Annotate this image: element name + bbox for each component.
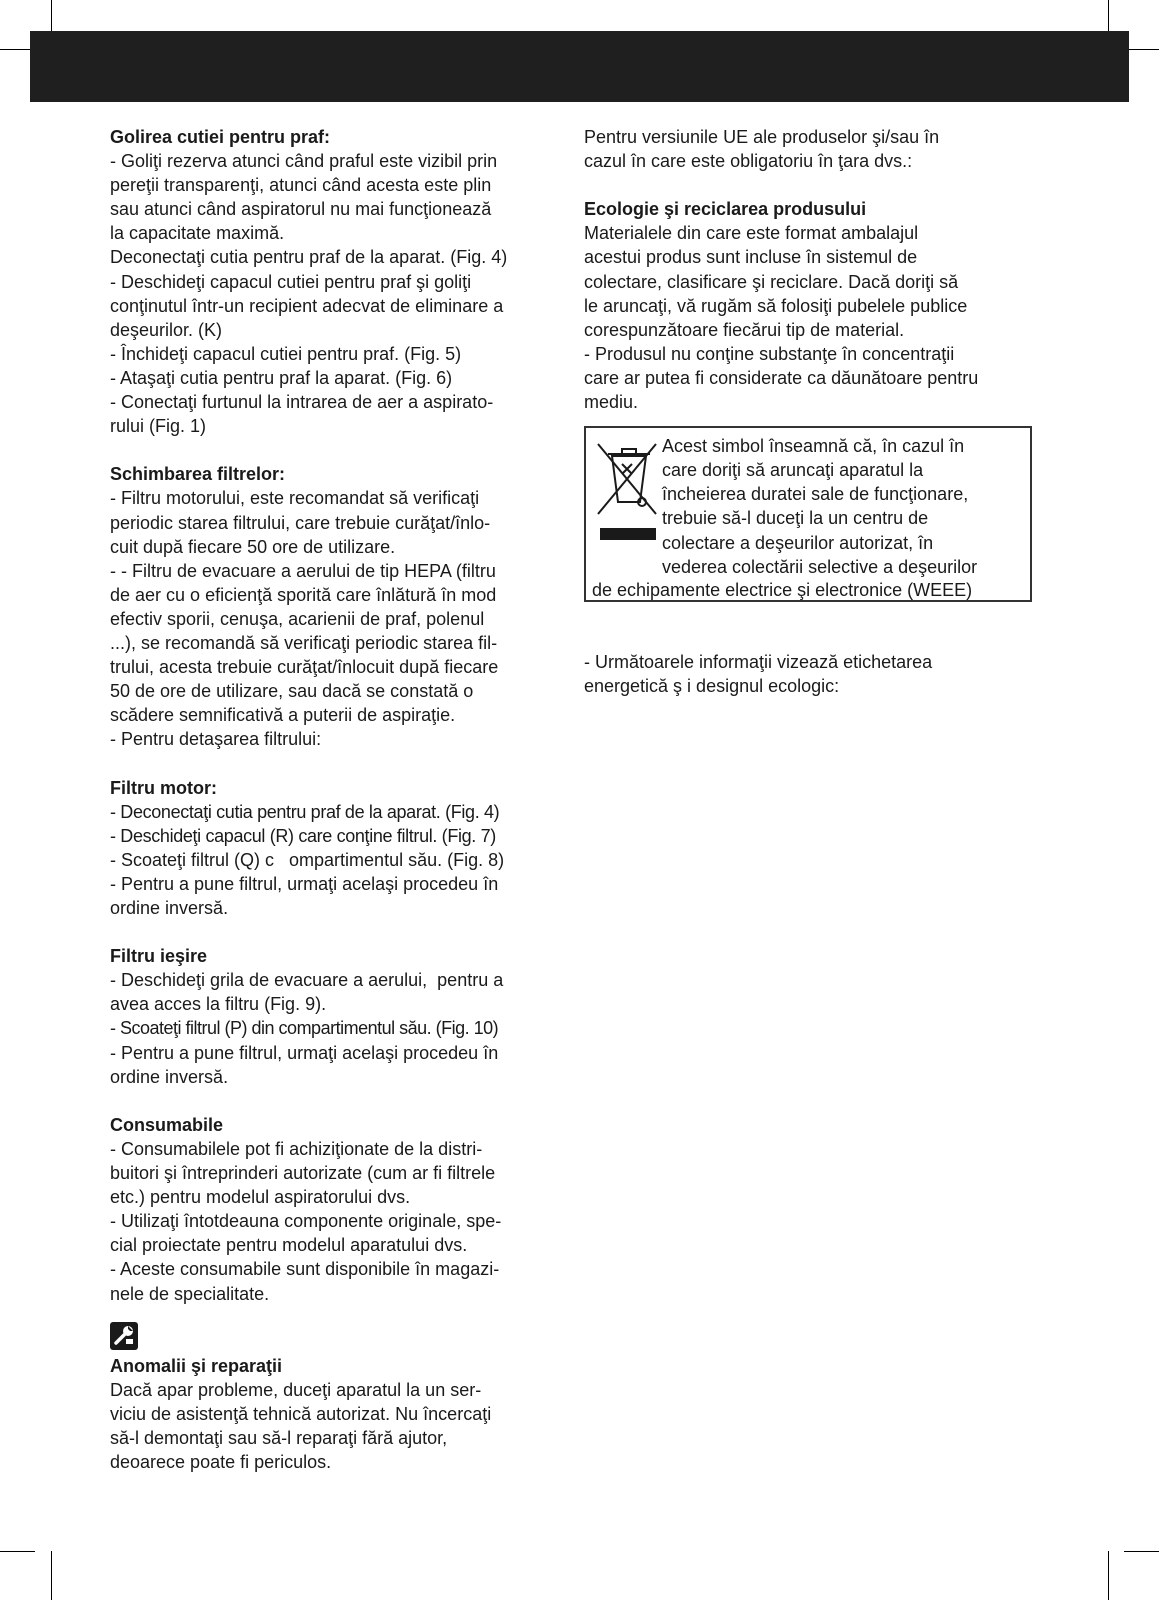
- crop-mark: [1124, 1551, 1159, 1552]
- section-heading: Schimbarea filtrelor:: [110, 464, 286, 485]
- text-line: cazul în care este obligatoriu în ţara dvs.:: [584, 151, 913, 172]
- text-line: - Goliţi rezerva atunci când praful este vizibil prin: [110, 151, 498, 172]
- text-line: de echipamente electrice şi electronice (WEEE): [592, 580, 973, 601]
- text-line: încheierea duratei sale de funcţionare,: [662, 484, 969, 505]
- text-line: - Deschideţi grila de evacuare a aerului, pentru a: [110, 970, 504, 991]
- section-heading: Ecologie şi reciclarea produsului: [584, 199, 867, 220]
- text-line: corespunzătoare fiecărui tip de material.: [584, 319, 905, 340]
- weee-text: [662, 434, 1026, 579]
- text-line: Deconectaţi cutia pentru praf de la aparat. (Fig. 4): [110, 247, 508, 268]
- text-line: să-l demontaţi sau să-l reparaţi fără ajutor,: [110, 1427, 448, 1448]
- text-line: deoarece poate fi periculos.: [110, 1451, 332, 1472]
- text-line: - Următoarele informaţii vizează etichetarea: [584, 652, 933, 673]
- text-line: avea acces la filtru (Fig. 9).: [110, 994, 327, 1015]
- text-line: rului (Fig. 1): [110, 416, 207, 437]
- section-body: [110, 486, 555, 751]
- text-line: - Pentru detaşarea filtrului:: [110, 729, 322, 750]
- section-heading: Filtru motor:: [110, 777, 217, 798]
- section-heading: Consumabile: [110, 1114, 224, 1135]
- text-line: efectiv sporii, cenuşa, acarienii de praf, polenul: [110, 608, 485, 629]
- text-line: de aer cu o eficienţă sporită care înlătură în mod: [110, 584, 497, 605]
- section-heading: Anomalii şi reparaţii: [110, 1355, 283, 1376]
- text-line: colectare, clasificare şi reciclare. Dacă doriţi să: [584, 271, 959, 292]
- section-body: [110, 968, 555, 1088]
- text-line: periodic starea filtrului, care trebuie curăţat/înlo-: [110, 512, 491, 533]
- text-line: cial proiectate pentru modelul aparatului dvs.: [110, 1235, 468, 1256]
- right-column: [584, 125, 1034, 698]
- text-line: scădere semnificativă a puterii de aspiraţie.: [110, 705, 456, 726]
- section-heading: Filtru ieşire: [110, 946, 208, 967]
- text-line: trebuie să-l duceţi la un centru de: [662, 508, 929, 529]
- text-line: etc.) pentru modelul aspiratorului dvs.: [110, 1187, 411, 1208]
- text-line: trului, acesta trebuie curăţat/înlocuit după fiecare: [110, 657, 499, 678]
- text-line: - Conectaţi furtunul la intrarea de aer a aspirato-: [110, 392, 494, 413]
- text-line: - Deschideţi capacul (R) care conţine filtrul. (Fig. 7): [110, 825, 496, 846]
- crop-mark: [51, 1551, 52, 1600]
- text-line: - Consumabilele pot fi achiziţionate de la distri-: [110, 1138, 483, 1159]
- text-line: ...), se recomandă să verificaţi periodic starea fil-: [110, 632, 498, 653]
- crop-mark: [0, 1551, 35, 1552]
- crop-mark: [1108, 1551, 1109, 1600]
- text-line: Acest simbol înseamnă că, în cazul în: [662, 436, 965, 457]
- section-body: [110, 800, 555, 920]
- left-column: [110, 125, 555, 1474]
- wrench-icon: [110, 1322, 138, 1350]
- text-line: ordine inversă.: [110, 898, 229, 918]
- text-line: - Scoateţi filtrul (P) din compartimentul său. (Fig. 10): [110, 1018, 499, 1039]
- text-line: colectare a deşeurilor autorizat, în: [662, 532, 934, 553]
- text-line: mediu.: [584, 392, 639, 413]
- text-line: - Aceste consumabile sunt disponibile în magazi-: [110, 1259, 500, 1280]
- text-line: energetică ş i designul ecologic:: [584, 676, 840, 697]
- text-line: 50 de ore de utilizare, sau dacă se constată o: [110, 681, 474, 702]
- text-line: - Deconectaţi cutia pentru praf de la aparat. (Fig. 4): [110, 801, 500, 822]
- text-line: acestui produs sunt incluse în sistemul de: [584, 247, 918, 268]
- text-line: ordine inversă.: [110, 1066, 229, 1087]
- text-line: conţinutul într-un recipient adecvat de eliminare a: [110, 295, 504, 316]
- text-line: pereţii transparenţi, atunci când acesta este plin: [110, 175, 492, 196]
- section-body: [110, 1137, 555, 1306]
- text-line: le aruncaţi, vă rugăm să folosiţi pubelele publice: [584, 295, 968, 316]
- intro-text: [584, 125, 1034, 173]
- text-line: - Pentru a pune filtrul, urmaţi acelaşi procedeu în: [110, 1042, 499, 1063]
- text-line: - Ataşaţi cutia pentru praf la aparat. (Fig. 6): [110, 367, 453, 388]
- text-line: - Scoateţi filtrul (Q) c ompartimentul său. (Fig. 8): [110, 849, 505, 870]
- header-bar: [30, 31, 1129, 102]
- energy-label-text: [584, 650, 1034, 698]
- crossed-out-bin-icon: [592, 434, 662, 544]
- text-line: nele de specialitate.: [110, 1283, 270, 1304]
- text-line: deşeurilor. (K): [110, 319, 223, 340]
- text-line: - Produsul nu conţine substanţe în concentraţii: [584, 343, 955, 364]
- text-line: Pentru versiunile UE ale produselor şi/sau în: [584, 127, 940, 147]
- text-line: - Deschideţi capacul cutiei pentru praf şi goliţi: [110, 271, 472, 292]
- text-line: - Închideţi capacul cutiei pentru praf. (Fig. 5): [110, 343, 462, 364]
- section-body: [110, 1378, 555, 1474]
- text-line: Dacă apar probleme, duceţi aparatul la un ser-: [110, 1379, 482, 1400]
- text-line: - Utilizaţi întotdeauna componente originale, spe-: [110, 1211, 502, 1232]
- weee-notice-box: [584, 426, 1032, 602]
- text-line: cuit după fiecare 50 ore de utilizare.: [110, 536, 396, 557]
- text-line: vederea colectării selective a deşeurilor: [662, 556, 978, 577]
- crop-mark: [1124, 49, 1159, 50]
- text-line: - Filtru motorului, este recomandat să verificaţi: [110, 488, 480, 509]
- text-line: viciu de asistenţă tehnică autorizat. Nu încercaţi: [110, 1403, 492, 1424]
- text-line: la capacitate maximă.: [110, 223, 285, 244]
- text-line: care doriţi să aruncaţi aparatul la: [662, 460, 924, 481]
- section-body: [584, 221, 1034, 414]
- section-body: [110, 149, 555, 438]
- text-line: buitori şi întreprinderi autorizate (cum ar fi filtrele: [110, 1163, 496, 1184]
- text-line: Materialele din care este format ambalajul: [584, 223, 919, 244]
- text-line: care ar putea fi considerate ca dăunătoare pentru: [584, 367, 979, 388]
- text-line: - - Filtru de evacuare a aerului de tip HEPA (filtru: [110, 560, 496, 581]
- section-heading: Golirea cutiei pentru praf:: [110, 127, 331, 147]
- text-line: - Pentru a pune filtrul, urmaţi acelaşi procedeu în: [110, 873, 499, 894]
- text-line: sau atunci când aspiratorul nu mai funcţionează: [110, 199, 492, 220]
